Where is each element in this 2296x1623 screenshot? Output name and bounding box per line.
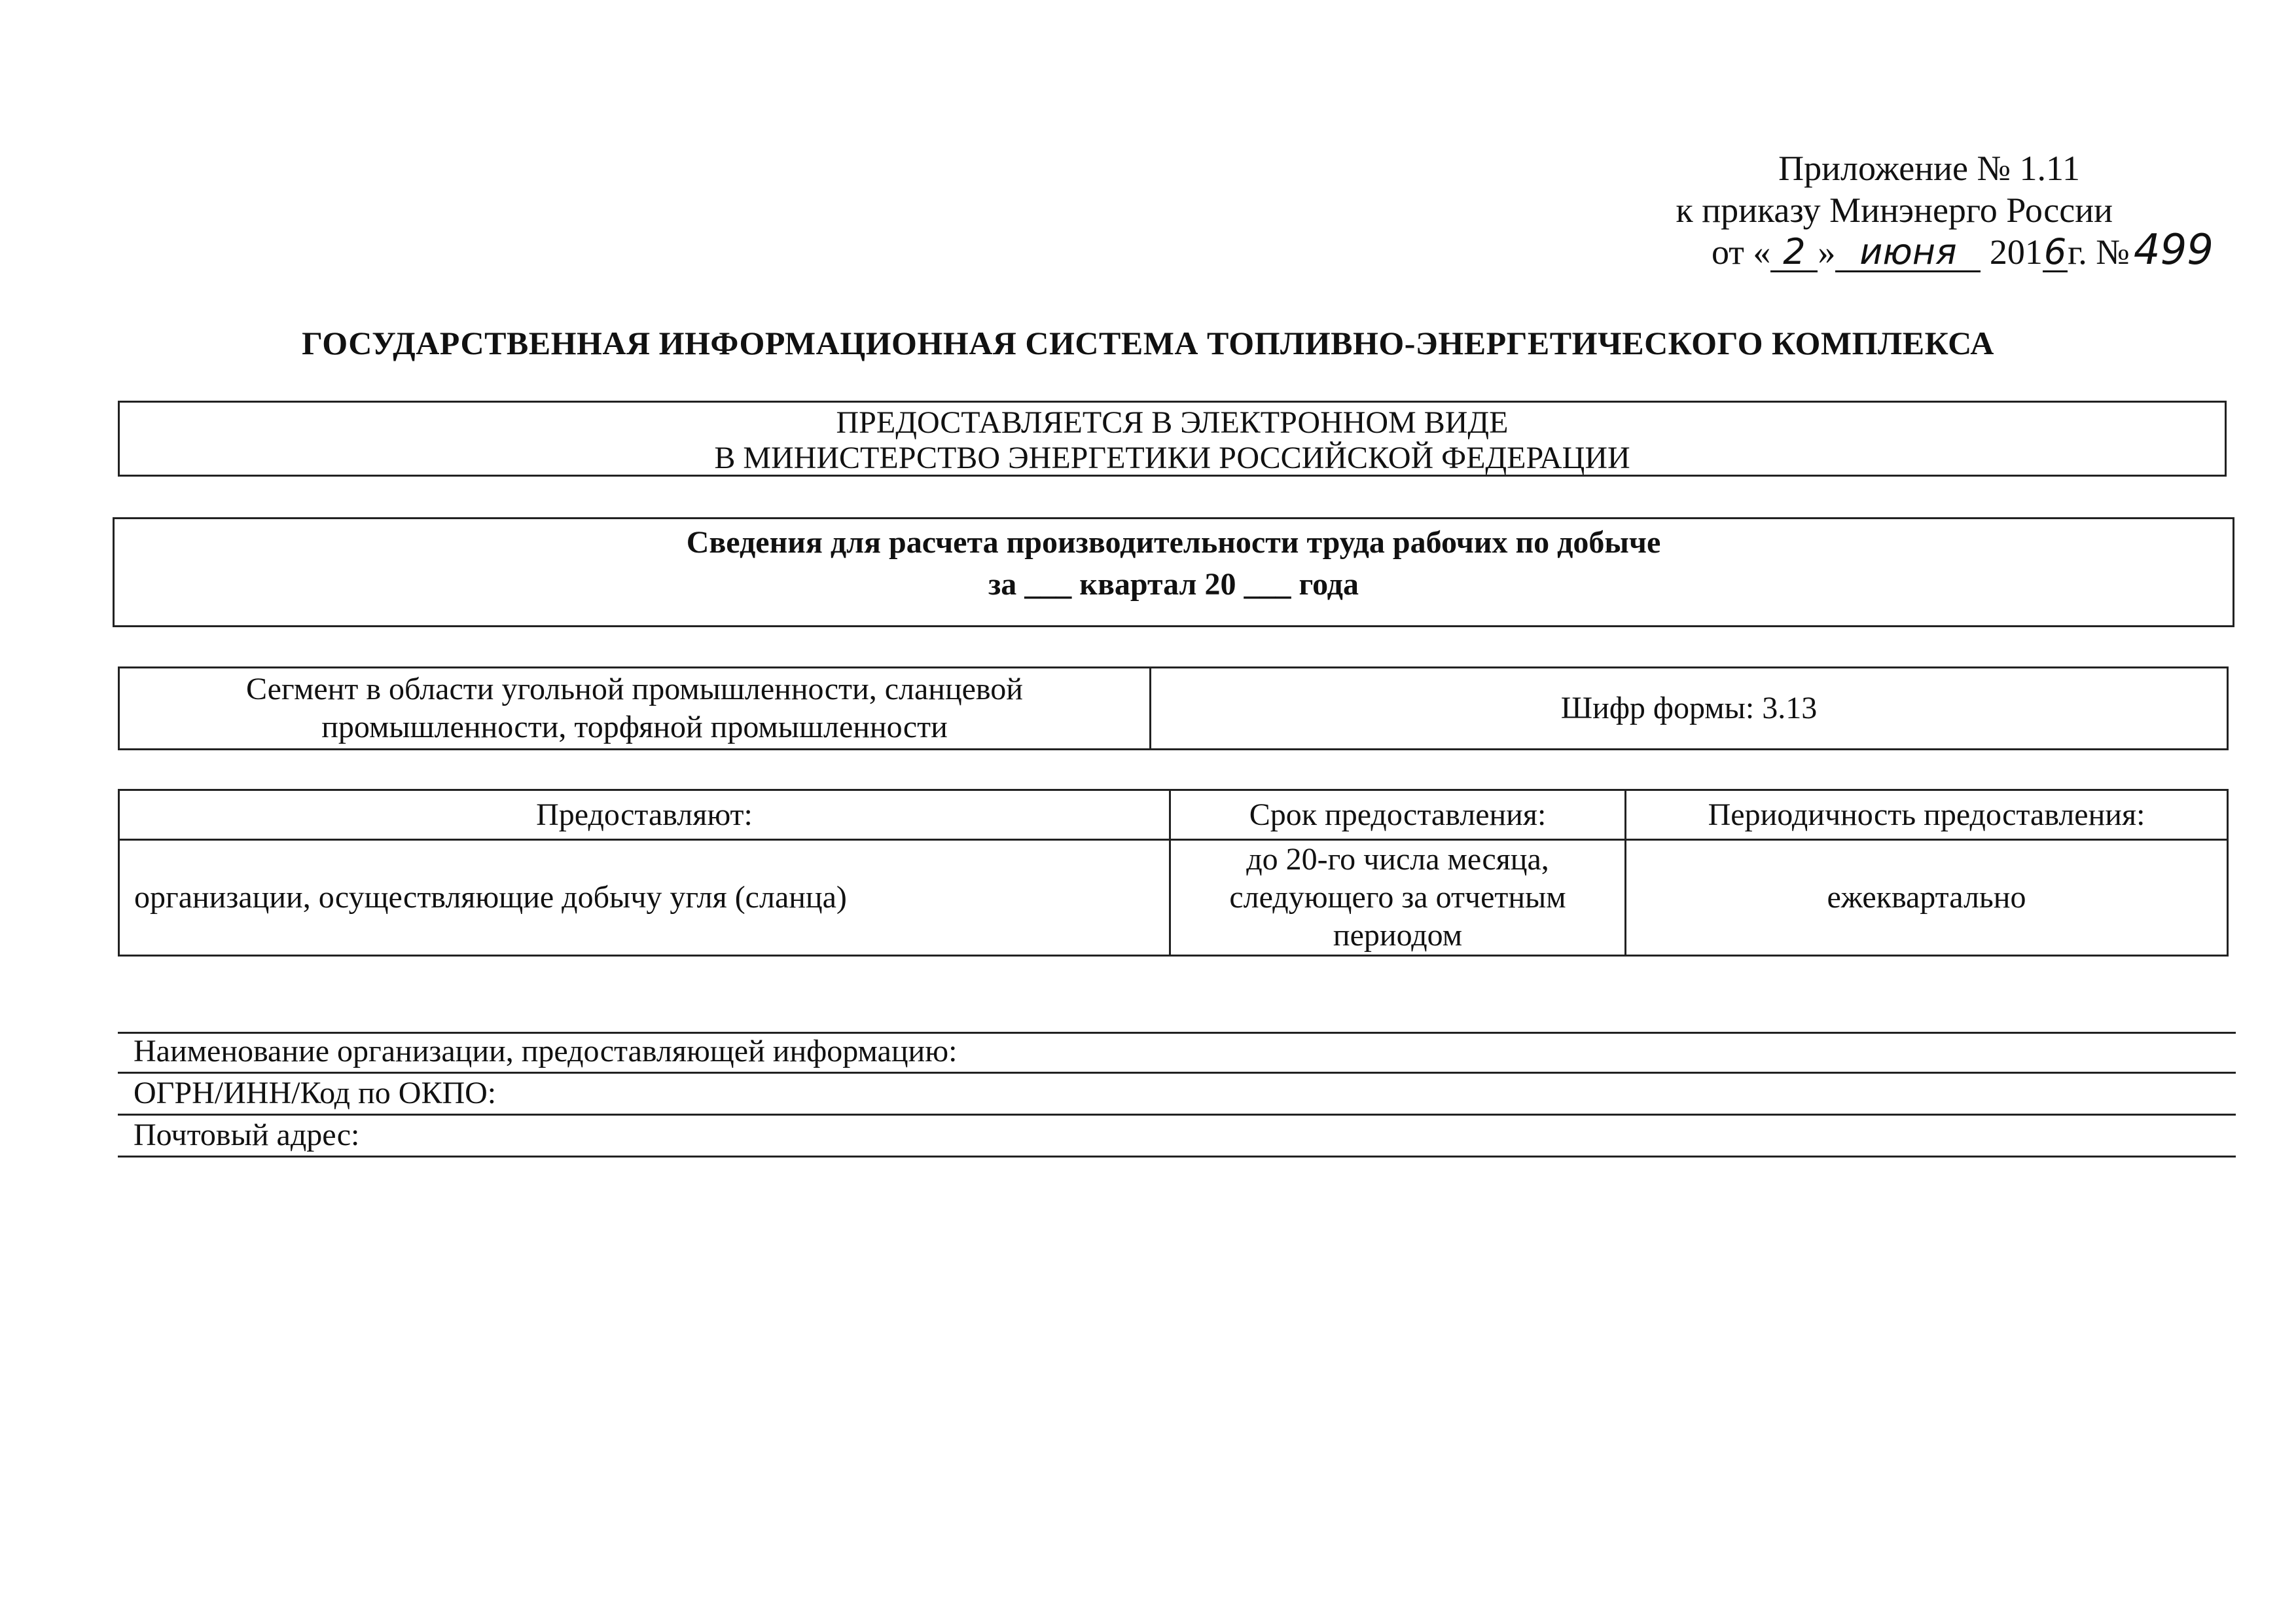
date-day-handwritten: 2: [1770, 234, 1818, 272]
appendix-number: Приложение № 1.11: [1778, 149, 2080, 188]
date-prefix: от «: [1712, 232, 1771, 272]
appendix-order-ref: к приказу Минэнерго России: [1676, 191, 2113, 230]
org-name-label: Наименование организации, предоставляющей информацию:: [134, 1034, 958, 1068]
segment-line-1: Сегмент в области угольной промышленности, сланцевой: [246, 672, 1023, 706]
header-who: Предоставляют:: [119, 790, 1170, 840]
date-mid: »: [1818, 232, 1836, 272]
date-month-handwritten: июня: [1835, 234, 1981, 272]
segment-cell: [119, 668, 1151, 750]
form-title-line-2: за ___ квартал 20 ___ года: [988, 567, 1359, 602]
table-header-row: [119, 790, 2228, 840]
appendix-block: [1628, 147, 2217, 273]
submitters-table: [118, 789, 2229, 957]
deadline-line-1: до 20-го числа месяца,: [1246, 842, 1549, 877]
header-deadline: Срок предоставления:: [1170, 790, 1626, 840]
table-row: [119, 840, 2228, 956]
appendix-date-line: [1628, 226, 2217, 274]
ids-line: [118, 1074, 2236, 1116]
address-label: Почтовый адрес:: [134, 1118, 360, 1152]
org-name-line: [118, 1032, 2236, 1074]
date-year-prefix: 201: [1989, 232, 2043, 272]
deadline-cell: [1170, 840, 1626, 956]
main-title: ГОСУДАРСТВЕННАЯ ИНФОРМАЦИОННАЯ СИСТЕМА ТОПЛИВНО-ЭНЕРГЕТИЧЕСКОГО КОМПЛЕКСА: [302, 325, 1994, 361]
segment-line-2: промышленности, торфяной промышленности: [321, 710, 948, 744]
address-line: [118, 1116, 2236, 1158]
submission-box: [118, 401, 2227, 477]
form-title-line-1: Сведения для расчета производительности труда рабочих по добыче: [686, 525, 1661, 560]
submission-line-2: В МИНИСТЕРСТВО ЭНЕРГЕТИКИ РОССИЙСКОЙ ФЕДЕРАЦИИ: [714, 441, 1630, 475]
ids-label: ОГРН/ИНН/Код по ОКПО:: [134, 1076, 497, 1110]
date-suffix: г. №: [2068, 232, 2130, 272]
deadline-line-3: периодом: [1333, 918, 1463, 953]
segment-table: [118, 666, 2229, 750]
form-title-box: [113, 517, 2234, 627]
form-code-cell: Шифр формы: 3.13: [1151, 668, 2228, 750]
frequency-cell: ежеквартально: [1626, 840, 2228, 956]
table-row: [119, 668, 2228, 750]
date-year-digit-handwritten: 6: [2043, 231, 2067, 272]
header-frequency: Периодичность предоставления:: [1626, 790, 2228, 840]
deadline-line-2: следующего за отчетным: [1229, 880, 1566, 915]
who-cell: организации, осуществляющие добычу угля (сланца): [119, 840, 1170, 956]
order-number-handwritten: 499: [2133, 226, 2214, 274]
submission-line-1: ПРЕДОСТАВЛЯЕТСЯ В ЭЛЕКТРОННОМ ВИДЕ: [836, 405, 1509, 440]
